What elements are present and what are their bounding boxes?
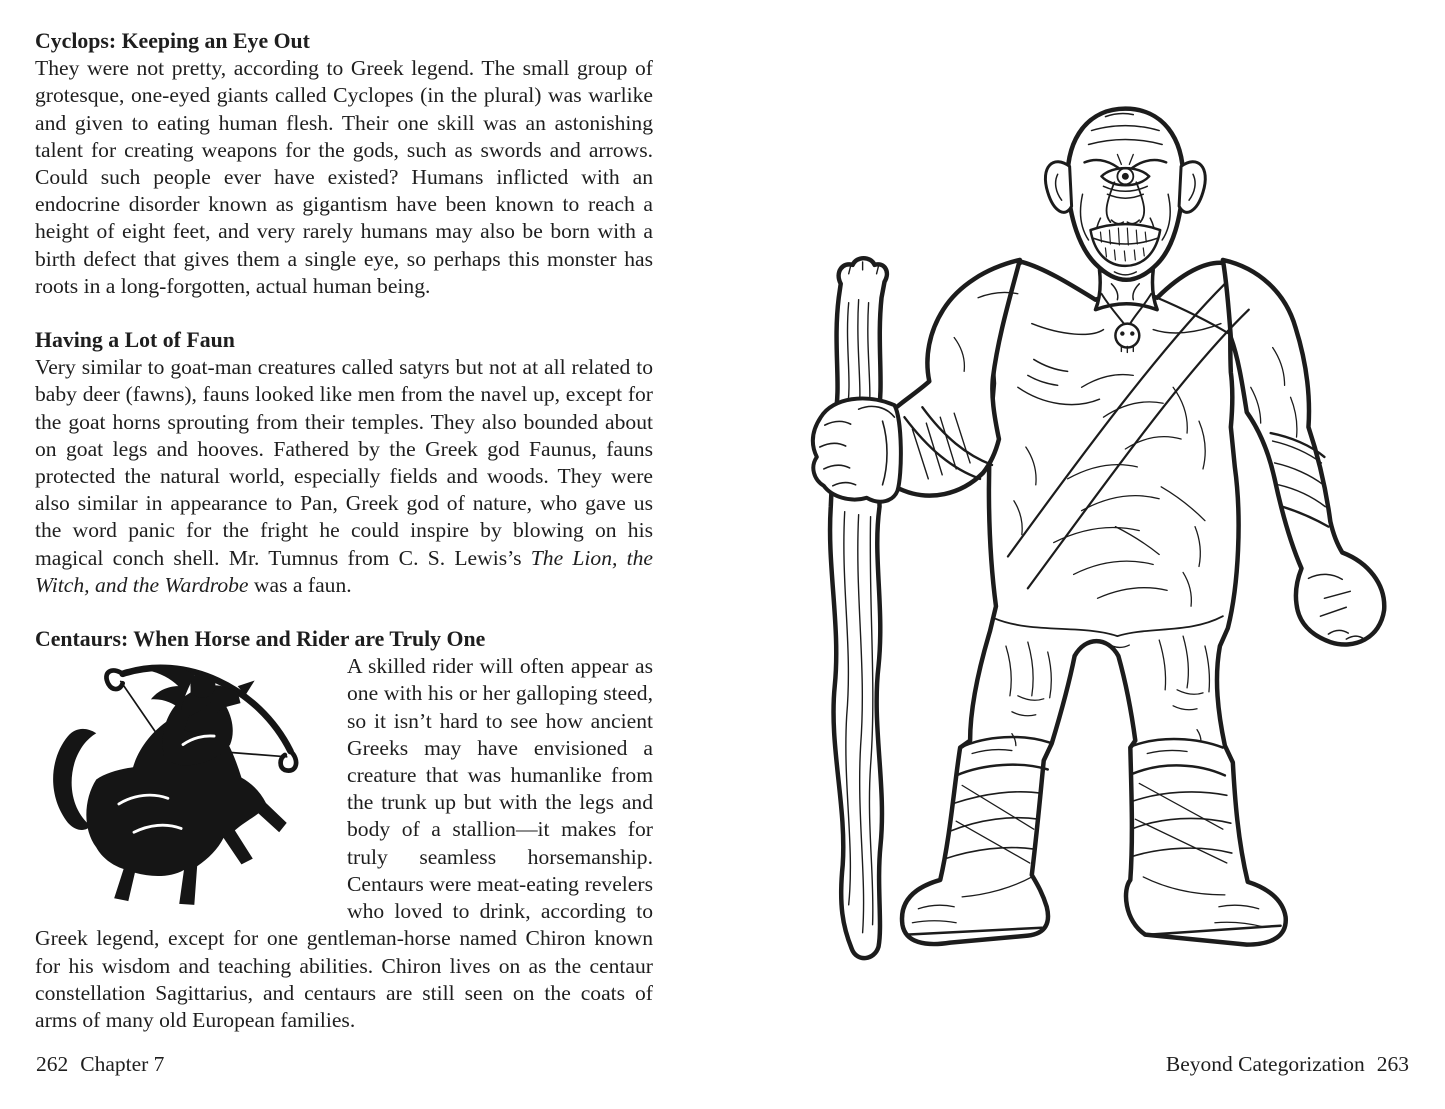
body-paragraph-cyclops: They were not pretty, according to Greek legend. The small group of grotesque, one-eyed giants called Cyclopes (in the plural) was warlike and given to eating human flesh. Their one skill was an astonishing talent for creating weapons for the gods, such as swords and arrows. Could such people ever have existed? Humans inflicted with an endocrine disorder known as gigantism have been known to reach a height of eight feet, and very rarely humans may also be born with a birth defect that gives them a single eye, so perhaps this monster has roots in a long-forgotten, actual human being. [35,56,653,298]
book-title-italic: The Lion, the Witch, and the Wardrobe [35,545,653,597]
section-heading-faun: Having a Lot of Faun [35,328,235,353]
body-paragraph-faun [35,354,653,599]
left-page [35,28,653,1034]
section-label: Beyond Categorization [1165,1052,1365,1076]
page-footer-right [1166,1051,1409,1077]
section-heading-cyclops: Cyclops: Keeping an Eye Out [35,29,310,53]
faun-text-before: Very similar to goat-man creatures called satyrs but not at all related to baby deer (fawns), fauns looked like men from the navel up, except for the goat horns sprouting from their temples. They also bounded about on goat legs and hooves. Fathered by the Greek god Faunus, fauns protected the natural world, especially fields and woods. They were also similar in appearance to Pan, Greek god of nature, who gave us the word panic for the fright he could inspire by blowing on his magical conch shell. Mr. Tumnus from C. S. Lewis’s [35,355,653,570]
page-number-left: 262 [36,1052,69,1076]
page-number-right: 263 [1376,1052,1409,1076]
chapter-label: Chapter 7 [80,1052,165,1076]
centaurs-body-text: A skilled rider will often appear as one with his or her galloping steed, so it isn’t hard to see how ancient Greeks may have envisioned a creature that was humanlike from the trunk up but with the legs and body of a stallion—it makes for truly seamless horsemanship. Centaurs were meat-eating revelers who loved to drink, according to Greek legend, except for one gentleman-horse named Chiron known for his wisdom and teaching abilities. Chiron lives on as the centaur constellation Sagittarius, and centaurs are still seen on the coats of arms of many old European families. [35,654,653,1032]
page-footer-left [36,1051,164,1077]
cyclops-illustration [783,88,1405,1020]
section-heading-centaurs: Centaurs: When Horse and Rider are Truly One [35,627,486,652]
centaur-illustration [35,655,331,919]
faun-text-after: was a faun. [248,572,352,597]
body-paragraph-centaurs [35,653,653,1034]
